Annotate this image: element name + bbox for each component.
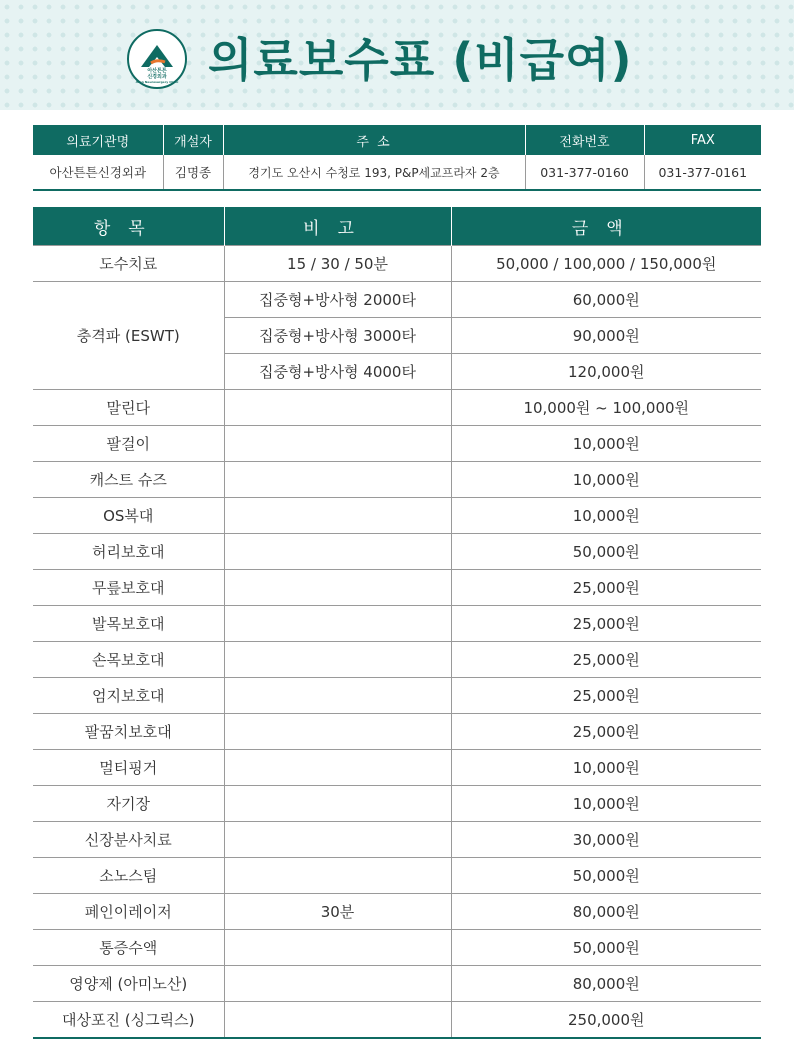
item-price: 10,000원 xyxy=(451,426,761,462)
clinic-name: 아산튼튼신경외과 xyxy=(33,155,163,190)
item-name: OS복대 xyxy=(33,498,224,534)
table-row xyxy=(33,642,761,678)
clinic-info-row xyxy=(33,155,761,190)
fee-table-header-row xyxy=(33,207,761,246)
item-note xyxy=(224,426,451,462)
clinic-address: 경기도 오산시 수청로 193, P&P세교프라자 2층 xyxy=(223,155,525,190)
item-name: 영양제 (아미노산) xyxy=(33,966,224,1002)
table-row xyxy=(33,534,761,570)
logo-name-line1: 아산튼튼 xyxy=(147,68,167,74)
item-name: 신장분사치료 xyxy=(33,822,224,858)
item-name: 발목보호대 xyxy=(33,606,224,642)
clinic-info-table xyxy=(33,125,761,191)
logo-circle-text: Asan Neurosurgery Clinic xyxy=(135,80,179,84)
header-address: 주 소 xyxy=(223,125,525,155)
page-header xyxy=(0,0,794,110)
item-name: 캐스트 슈즈 xyxy=(33,462,224,498)
item-name: 팔꿈치보호대 xyxy=(33,714,224,750)
header-item: 항목 xyxy=(33,207,224,246)
item-note xyxy=(224,786,451,822)
item-name: 자기장 xyxy=(33,786,224,822)
item-price: 30,000원 xyxy=(451,822,761,858)
item-note: 집중형+방사형 4000타 xyxy=(224,354,451,390)
logo-text xyxy=(129,68,185,84)
item-name: 대상포진 (싱그릭스) xyxy=(33,1002,224,1039)
clinic-fax: 031-377-0161 xyxy=(644,155,761,190)
item-price: 25,000원 xyxy=(451,570,761,606)
item-note: 집중형+방사형 3000타 xyxy=(224,318,451,354)
table-row xyxy=(33,750,761,786)
item-note xyxy=(224,1002,451,1039)
item-note xyxy=(224,750,451,786)
table-row xyxy=(33,822,761,858)
item-name: 말린다 xyxy=(33,390,224,426)
item-note xyxy=(224,390,451,426)
table-row xyxy=(33,858,761,894)
table-row xyxy=(33,426,761,462)
page-title: 의료보수표 (비급여) xyxy=(208,33,633,87)
item-price: 25,000원 xyxy=(451,714,761,750)
table-row xyxy=(33,606,761,642)
item-name: 손목보호대 xyxy=(33,642,224,678)
item-name: 소노스팀 xyxy=(33,858,224,894)
item-note xyxy=(224,570,451,606)
item-note xyxy=(224,858,451,894)
item-note xyxy=(224,462,451,498)
table-row xyxy=(33,282,761,318)
table-row xyxy=(33,678,761,714)
clinic-info-header-row xyxy=(33,125,761,155)
item-note xyxy=(224,534,451,570)
item-price: 80,000원 xyxy=(451,966,761,1002)
item-name: 페인이레이저 xyxy=(33,894,224,930)
item-price: 10,000원 xyxy=(451,462,761,498)
item-name: 충격파 (ESWT) xyxy=(33,282,224,390)
item-note xyxy=(224,606,451,642)
item-name: 무릎보호대 xyxy=(33,570,224,606)
header-note: 비고 xyxy=(224,207,451,246)
logo-name-line2: 신경외과 xyxy=(147,74,167,80)
header-price: 금액 xyxy=(451,207,761,246)
header-clinic-name: 의료기관명 xyxy=(33,125,163,155)
item-price: 25,000원 xyxy=(451,678,761,714)
item-note xyxy=(224,642,451,678)
header-fax: FAX xyxy=(644,125,761,155)
item-name: 통증수액 xyxy=(33,930,224,966)
item-price: 10,000원 xyxy=(451,786,761,822)
table-row xyxy=(33,498,761,534)
table-row xyxy=(33,930,761,966)
table-row xyxy=(33,1002,761,1039)
item-price: 10,000원 xyxy=(451,750,761,786)
clinic-phone: 031-377-0160 xyxy=(525,155,644,190)
item-note: 집중형+방사형 2000타 xyxy=(224,282,451,318)
item-price: 80,000원 xyxy=(451,894,761,930)
item-note xyxy=(224,678,451,714)
header-founder: 개설자 xyxy=(163,125,223,155)
item-note xyxy=(224,822,451,858)
item-price: 50,000 / 100,000 / 150,000원 xyxy=(451,246,761,282)
table-row xyxy=(33,246,761,282)
item-name: 멀티핑거 xyxy=(33,750,224,786)
item-price: 250,000원 xyxy=(451,1002,761,1039)
item-price: 120,000원 xyxy=(451,354,761,390)
item-note: 15 / 30 / 50분 xyxy=(224,246,451,282)
table-row xyxy=(33,462,761,498)
table-row xyxy=(33,714,761,750)
item-note xyxy=(224,714,451,750)
clinic-founder: 김명종 xyxy=(163,155,223,190)
item-price: 25,000원 xyxy=(451,642,761,678)
item-note xyxy=(224,966,451,1002)
header-phone: 전화번호 xyxy=(525,125,644,155)
table-row xyxy=(33,570,761,606)
item-note xyxy=(224,930,451,966)
item-name: 허리보호대 xyxy=(33,534,224,570)
item-price: 60,000원 xyxy=(451,282,761,318)
item-note: 30분 xyxy=(224,894,451,930)
item-price: 90,000원 xyxy=(451,318,761,354)
item-price: 10,000원 ~ 100,000원 xyxy=(451,390,761,426)
item-price: 50,000원 xyxy=(451,930,761,966)
item-note xyxy=(224,498,451,534)
item-name: 엄지보호대 xyxy=(33,678,224,714)
item-price: 50,000원 xyxy=(451,858,761,894)
clinic-logo xyxy=(127,29,187,89)
item-name: 도수치료 xyxy=(33,246,224,282)
item-price: 25,000원 xyxy=(451,606,761,642)
item-name: 팔걸이 xyxy=(33,426,224,462)
item-price: 10,000원 xyxy=(451,498,761,534)
fee-table xyxy=(33,207,761,1039)
table-row xyxy=(33,786,761,822)
item-price: 50,000원 xyxy=(451,534,761,570)
table-row xyxy=(33,390,761,426)
table-row xyxy=(33,894,761,930)
table-row xyxy=(33,966,761,1002)
